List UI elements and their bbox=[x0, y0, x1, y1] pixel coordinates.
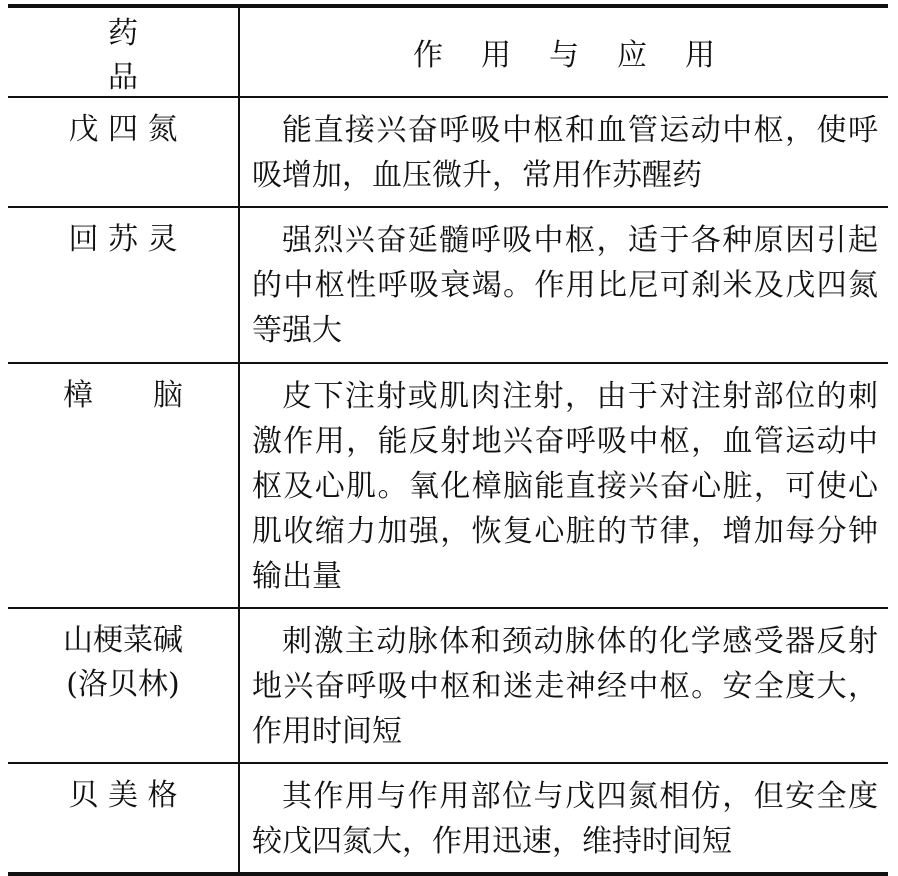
drug-description: 其作用与作用部位与戊四氮相仿，但安全度较戊四氮大，作用迅速，维持时间短 bbox=[252, 779, 878, 859]
drug-name: 樟 脑 bbox=[63, 378, 183, 413]
drug-description: 强烈兴奋延髓呼吸中枢，适于各种原因引起的中枢性呼吸衰竭。作用比尼可刹米及戊四氮等强大 bbox=[252, 223, 878, 348]
header-use: 作用与应用 bbox=[239, 6, 888, 97]
drug-name: 山梗菜碱 (洛贝林) bbox=[63, 623, 183, 702]
header-drug: 药品 bbox=[8, 6, 239, 97]
table-row bbox=[8, 763, 888, 874]
drug-description: 刺激主动脉体和颈动脉体的化学感受器反射地兴奋呼吸中枢和迷走神经中枢。安全度大，作用时间短 bbox=[252, 624, 878, 749]
table-header-row bbox=[8, 6, 888, 97]
table-row bbox=[8, 363, 888, 608]
drug-name: 戊 四 氮 bbox=[68, 112, 178, 147]
drug-name: 贝 美 格 bbox=[68, 778, 178, 813]
table-row bbox=[8, 97, 888, 207]
drug-description: 皮下注射或肌肉注射，由于对注射部位的刺激作用，能反射地兴奋呼吸中枢，血管运动中枢及心肌。氧化樟脑能直接兴奋心脏，可使心肌收缩力加强，恢复心脏的节律，增加每分钟输出量 bbox=[252, 379, 878, 594]
table-row bbox=[8, 207, 888, 363]
drug-table bbox=[8, 4, 888, 876]
drug-description: 能直接兴奋呼吸中枢和血管运动中枢，使呼吸增加，血压微升，常用作苏醒药 bbox=[252, 113, 878, 193]
table-row bbox=[8, 608, 888, 763]
drug-name: 回 苏 灵 bbox=[68, 222, 178, 257]
